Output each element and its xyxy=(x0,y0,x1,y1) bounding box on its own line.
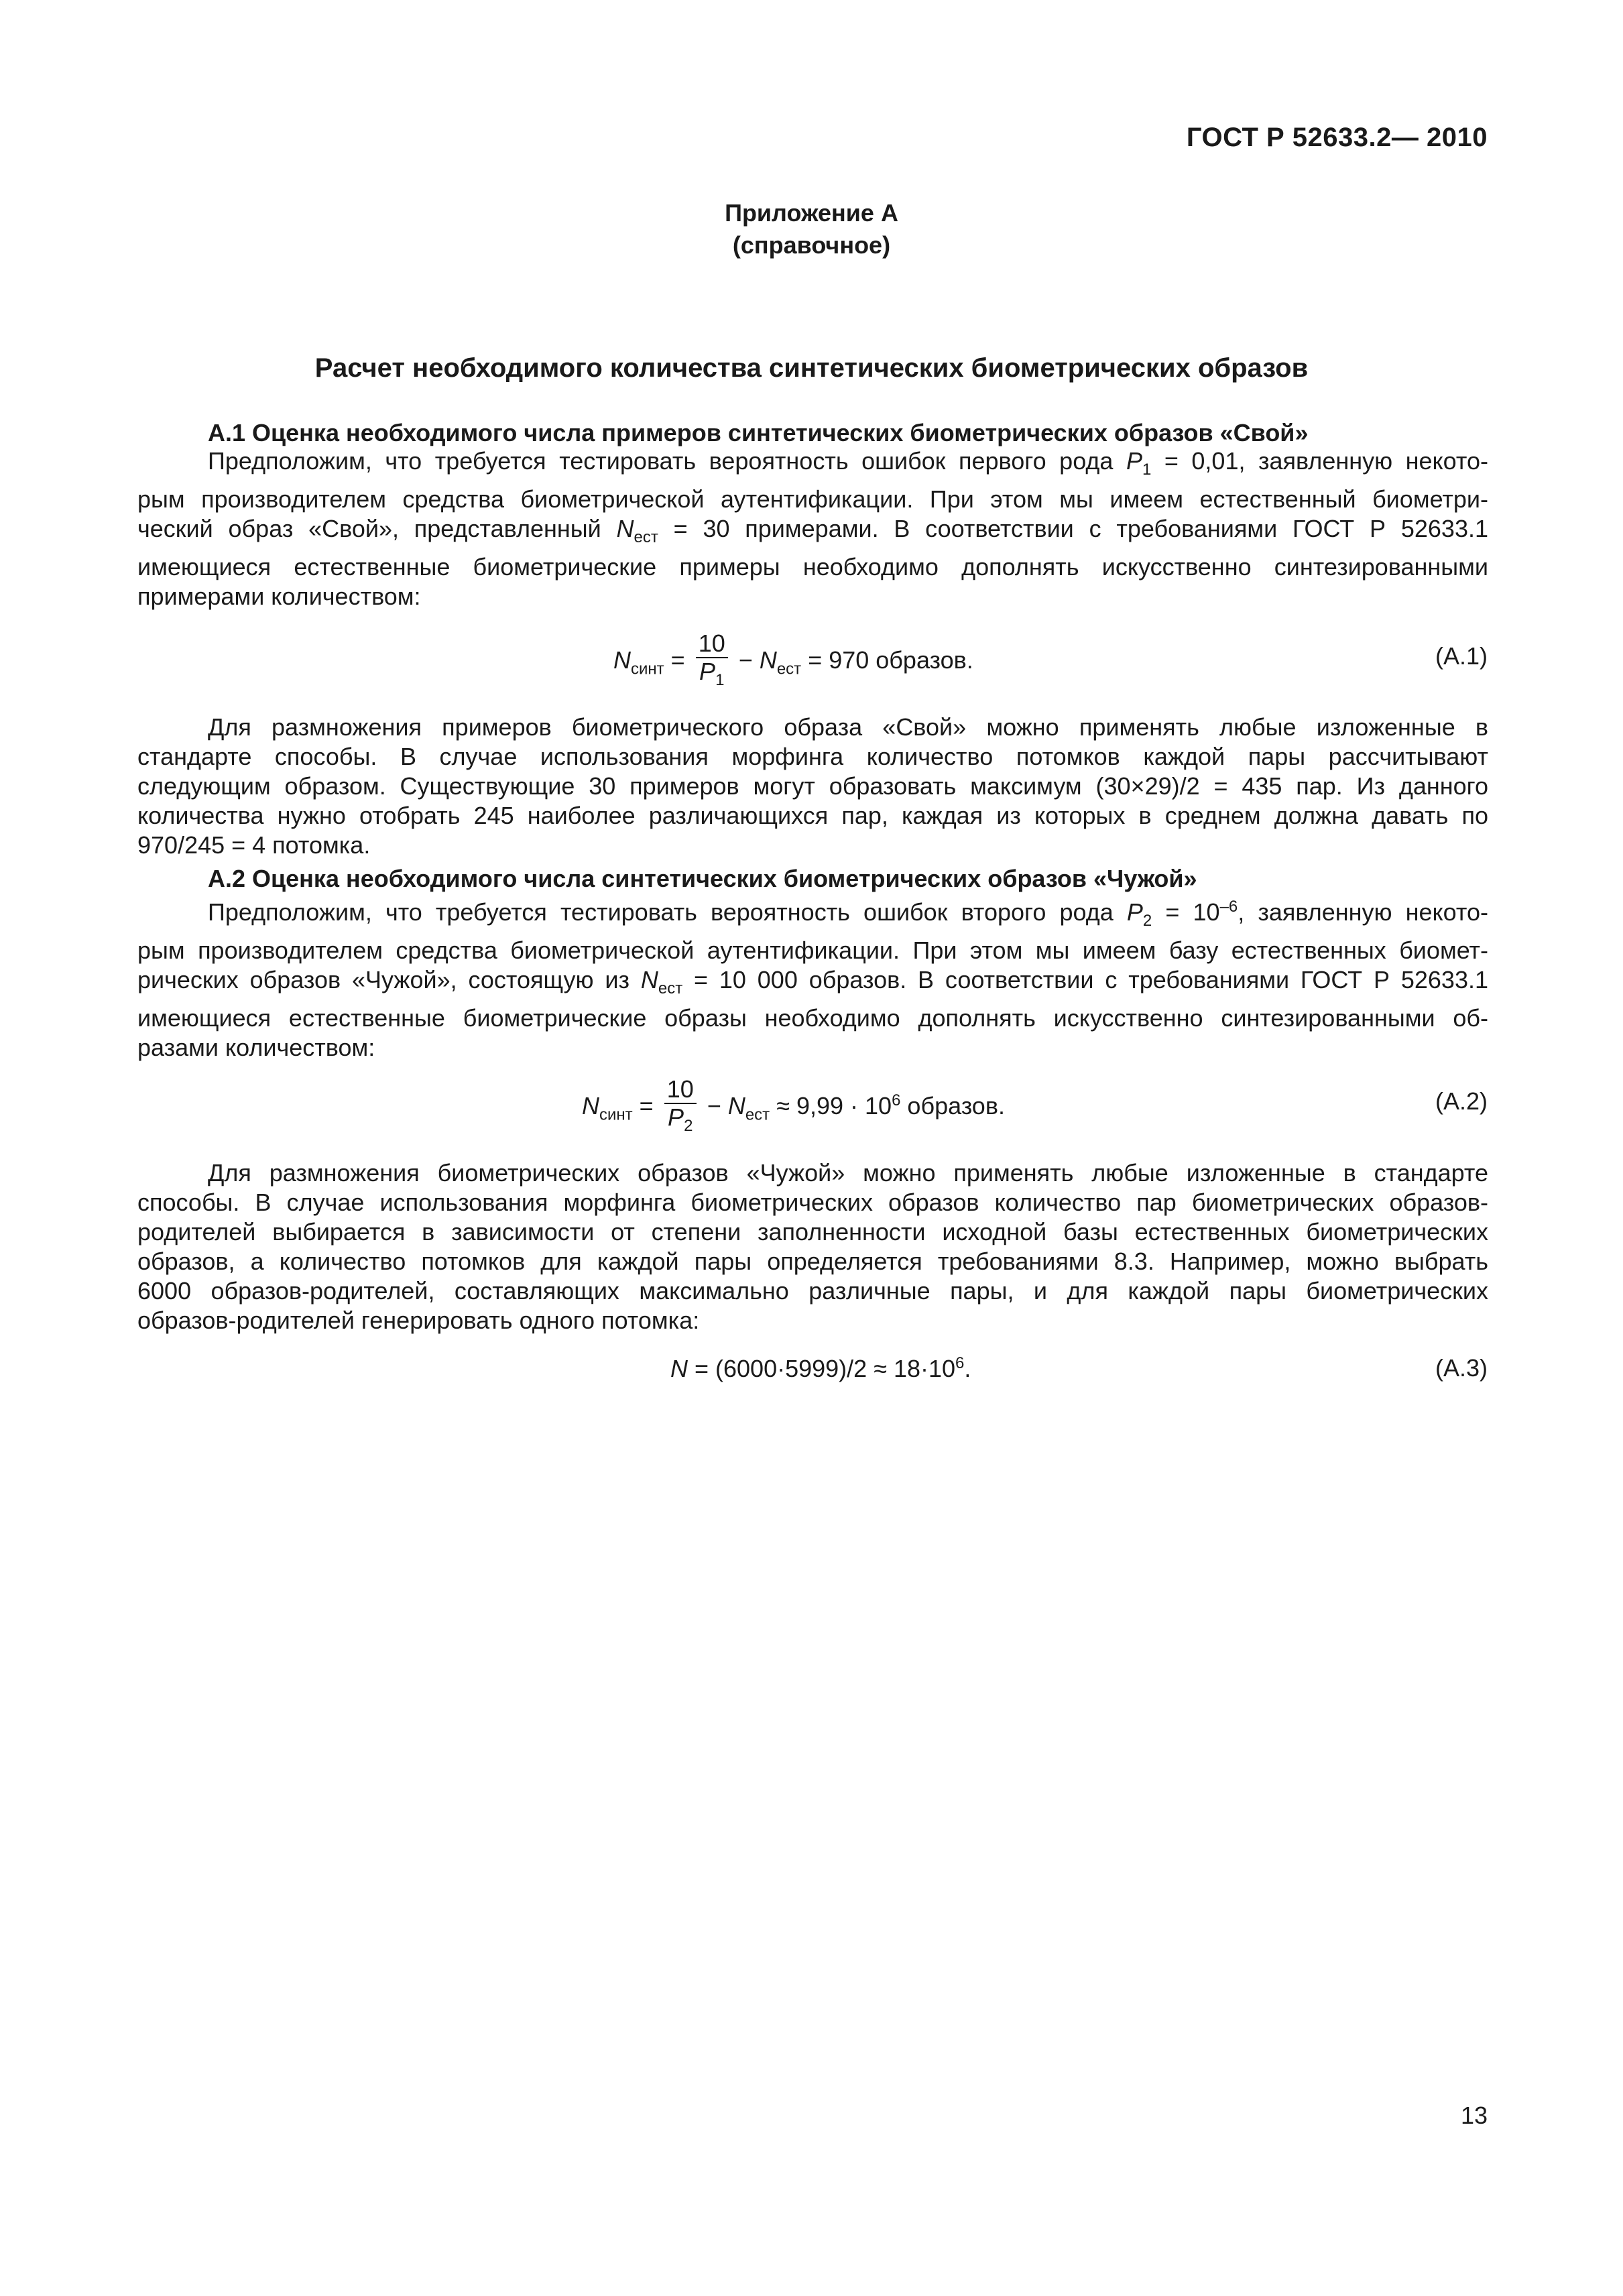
equation-number-a3: (А.3) xyxy=(1435,1354,1488,1382)
text-line: Для размножения примеров биометрического образа «Свой» можно применять любые изложенные в xyxy=(208,713,1488,741)
page-number: 13 xyxy=(1460,2102,1488,2129)
formula-a1: $N_{синт}$ = $\frac{10}{P_1}$ − $N_{ест} = 970$ образов. xyxy=(613,630,973,694)
text-line: способы. В случае использования морфинга биометрических образов количество пар биометрических образов- xyxy=(137,1189,1488,1216)
text-line: родителей выбирается в зависимости от степени заполненности исходной базы естественных биометрических xyxy=(137,1218,1488,1246)
section-a2-paragraph-1 xyxy=(137,892,1488,1063)
fraction: $\frac{10}{P_1}$ xyxy=(696,630,728,694)
main-title: Расчет необходимого количества синтетических биометрических образов xyxy=(314,353,1309,383)
text-line: ческий образ «Свой», представленный $N_{ест} = 30$ примерами. В соответствии с требованиями ГОСТ Р 52633.1 xyxy=(137,515,1488,547)
text-line: рым производителем средства биометрической аутентификации. При этом мы имеем базу естественных биомет- xyxy=(137,936,1488,965)
text-line: образов-родителей генерировать одного потомка: xyxy=(137,1307,700,1334)
text-line: стандарте способы. В случае использования морфинга количество потомков каждой пары рассчитывают xyxy=(137,743,1488,770)
annex-title: Приложение А xyxy=(725,199,898,227)
section-a1-paragraph-1 xyxy=(137,446,1488,611)
text-line: 970/245 = 4 потомка. xyxy=(137,831,371,859)
annex-subtitle: (справочное) xyxy=(732,231,891,259)
section-a1-paragraph-2 xyxy=(137,713,1488,860)
formula-a2: $N_{синт}$ = $\frac{10}{P_2}$ − $N_{ест} \approx 9,99 \cdot 10^6$ образов. xyxy=(582,1076,1005,1140)
document-code: ГОСТ Р 52633.2— 2010 xyxy=(1186,123,1488,152)
text-line: образов, а количество потомков для каждой пары определяется требованиями 8.3. Например, можно выбрать xyxy=(137,1248,1488,1275)
text-line: имеющиеся естественные биометрические образы необходимо дополнять искусственно синтезированными об- xyxy=(137,1004,1488,1032)
equation-number-a1: (А.1) xyxy=(1435,642,1488,670)
formula-a3: $N = (6000\cdot 5999)/2 \approx 18\cdot 10^6$. xyxy=(670,1354,971,1382)
text-line: рым производителем средства биометрической аутентификации. При этом мы имеем естественный биометри- xyxy=(137,485,1488,513)
section-a1-heading: А.1 Оценка необходимого числа примеров синтетических биометрических образов «Свой» xyxy=(208,419,1309,446)
text-line: Предположим, что требуется тестировать вероятность ошибок первого рода $P_1 = 0,01$, заявленную некото- xyxy=(208,447,1488,479)
equation-number-a2: (А.2) xyxy=(1435,1087,1488,1115)
text-line: следующим образом. Существующие 30 примеров могут образовать максимум (30×29)/2 = 435 пар. Из данного xyxy=(137,772,1488,800)
section-a2-paragraph-2 xyxy=(137,1158,1488,1335)
text-line: примерами количеством: xyxy=(137,583,421,611)
text-line: рических образов «Чужой», состоящую из $N_{ест} = 10$ 000 образов. В соответствии с требованиями ГОСТ Р 52633.1 xyxy=(137,966,1489,998)
text-line: количества нужно отобрать 245 наиболее различающихся пар, каждая из которых в среднем должна давать по xyxy=(137,802,1488,829)
text-line: имеющиеся естественные биометрические примеры необходимо дополнять искусственно синтезированными xyxy=(137,553,1488,581)
text-line: 6000 образов-родителей, составляющих максимально различные пары, и для каждой пары биометрических xyxy=(137,1277,1488,1305)
text-line: Для размножения биометрических образов «Чужой» можно применять любые изложенные в стандарте xyxy=(208,1159,1488,1187)
text-line: Предположим, что требуется тестировать вероятность ошибок второго рода $P_2 = 10^{-6}$, заявленную некото- xyxy=(208,898,1488,930)
section-a2-heading: А.2 Оценка необходимого числа синтетических биометрических образов «Чужой» xyxy=(208,865,1197,892)
text-line: разами количеством: xyxy=(137,1034,375,1062)
fraction: $\frac{10}{P_2}$ xyxy=(664,1076,697,1140)
